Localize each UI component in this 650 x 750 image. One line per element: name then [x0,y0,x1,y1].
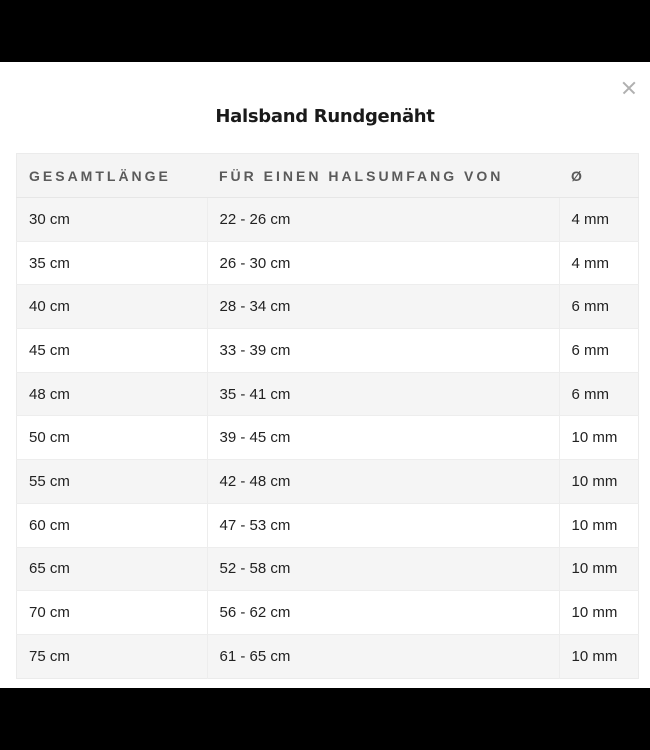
size-table [16,153,639,679]
table-row [17,634,639,678]
table-row [17,372,639,416]
cell-diameter: 6 mm [559,285,639,329]
cell-total-length: 55 cm [17,460,208,504]
table-header-row [17,154,639,198]
cell-total-length: 50 cm [17,416,208,460]
cell-neck-size: 28 - 34 cm [207,285,559,329]
cell-neck-size: 56 - 62 cm [207,591,559,635]
cell-neck-size: 33 - 39 cm [207,329,559,373]
header-diameter: Ø [559,154,639,198]
table-row [17,416,639,460]
cell-total-length: 45 cm [17,329,208,373]
cell-total-length: 30 cm [17,198,208,242]
table-row [17,285,639,329]
cell-diameter: 10 mm [559,416,639,460]
cell-diameter: 10 mm [559,503,639,547]
cell-neck-size: 26 - 30 cm [207,241,559,285]
cell-diameter: 4 mm [559,241,639,285]
cell-diameter: 6 mm [559,329,639,373]
cell-total-length: 35 cm [17,241,208,285]
header-neck-size: FÜR EINEN HALSUMFANG VON [207,154,559,198]
cell-neck-size: 39 - 45 cm [207,416,559,460]
table-row [17,329,639,373]
modal-title: Halsband Rundgenäht [215,106,435,127]
cell-total-length: 48 cm [17,372,208,416]
cell-diameter: 4 mm [559,198,639,242]
table-row [17,503,639,547]
table-row [17,547,639,591]
cell-total-length: 75 cm [17,634,208,678]
table-row [17,591,639,635]
table-row [17,241,639,285]
cell-total-length: 65 cm [17,547,208,591]
table-row [17,198,639,242]
cell-neck-size: 42 - 48 cm [207,460,559,504]
header-total-length: GESAMTLÄNGE [17,154,208,198]
cell-neck-size: 35 - 41 cm [207,372,559,416]
cell-diameter: 6 mm [559,372,639,416]
close-icon[interactable] [619,78,639,98]
cell-diameter: 10 mm [559,547,639,591]
cell-total-length: 60 cm [17,503,208,547]
cell-diameter: 10 mm [559,634,639,678]
cell-neck-size: 52 - 58 cm [207,547,559,591]
cell-neck-size: 47 - 53 cm [207,503,559,547]
cell-neck-size: 61 - 65 cm [207,634,559,678]
cell-diameter: 10 mm [559,460,639,504]
size-chart-modal [0,62,650,688]
table-row [17,460,639,504]
cell-total-length: 40 cm [17,285,208,329]
cell-total-length: 70 cm [17,591,208,635]
cell-diameter: 10 mm [559,591,639,635]
cell-neck-size: 22 - 26 cm [207,198,559,242]
